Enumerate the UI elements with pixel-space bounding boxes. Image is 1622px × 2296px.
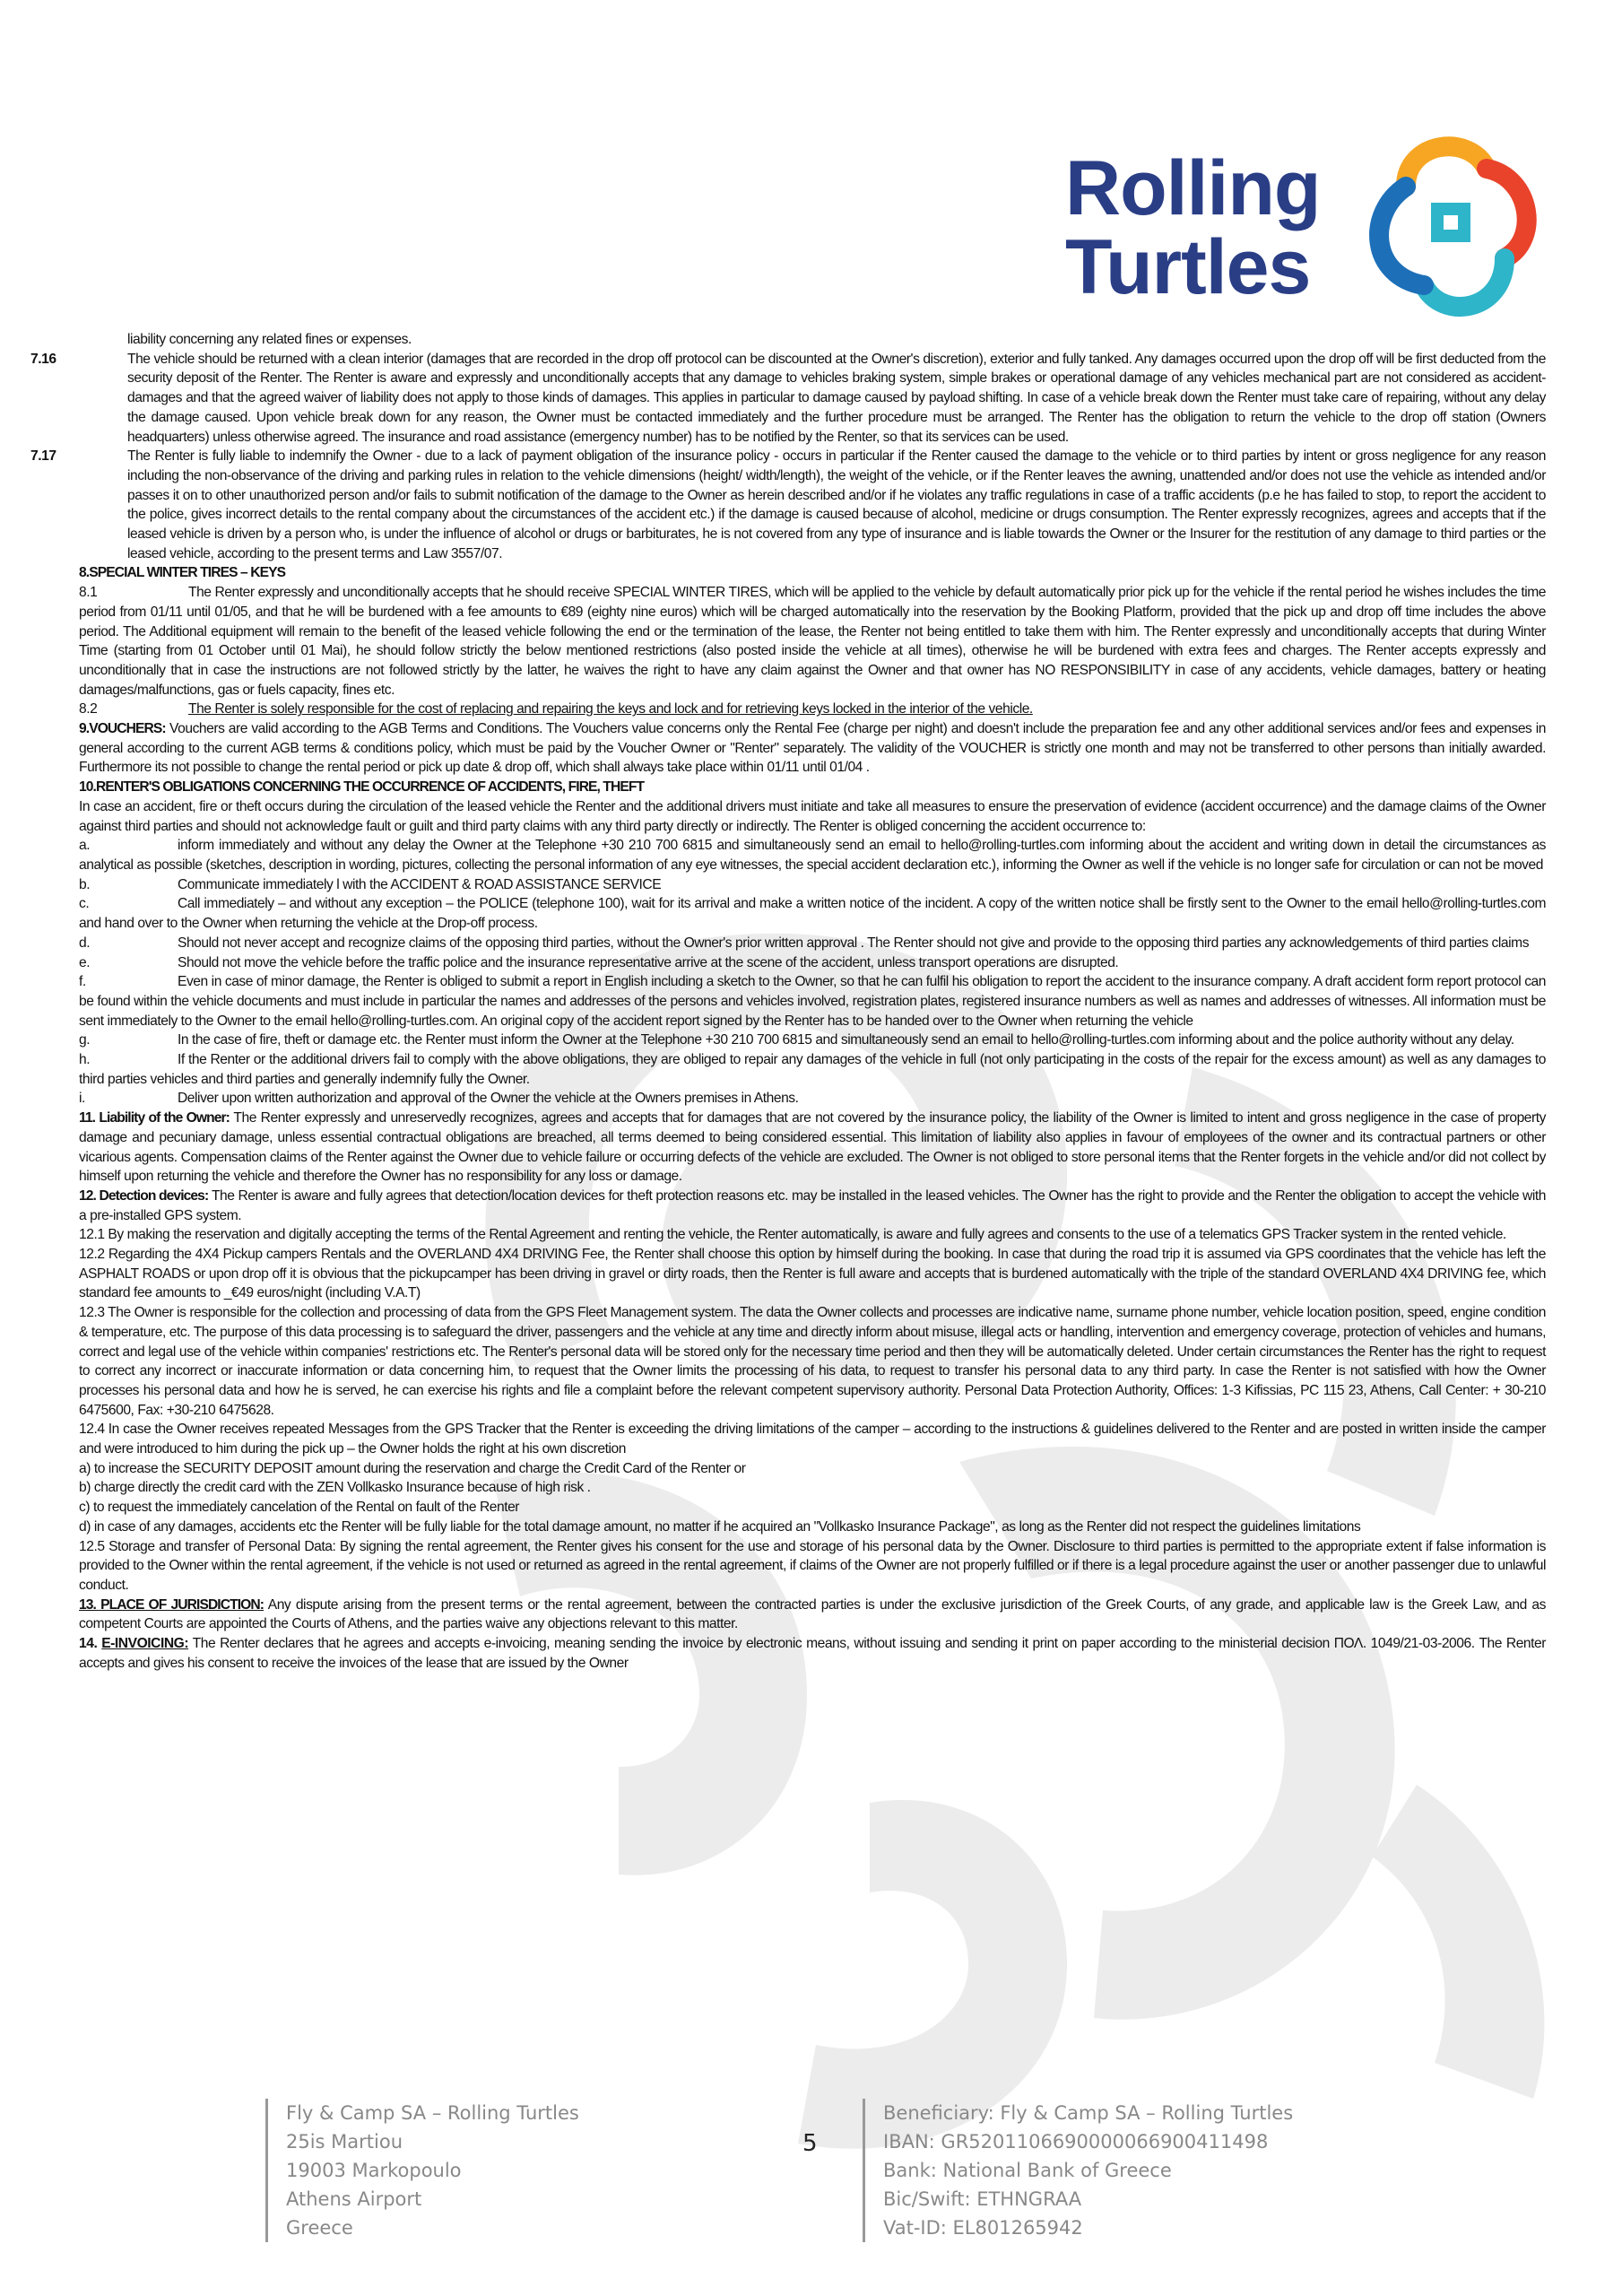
company-address	[265, 2099, 579, 2242]
item-text: Should not move the vehicle before the traffic police and the insurance representative arrive at the scene of the accident, unless transport operations are disrupted.	[178, 954, 1119, 970]
section-heading: 12. Detection devices:	[79, 1187, 209, 1204]
item-letter: b.	[79, 876, 91, 892]
section-text: The Renter is fully liable to indemnify the Owner - due to a lack of payment obligation of the insurance policy - occurs in particular if the Renter caused the damage to the vehicle or to third parties by intent or gross negligence for any reason including the non-observance of the driving and parking rules in relation to the vehicle dimensions (height/ width/length), the weight of the vehicle, or if the Renter leaves the awning, unattended and/or does not use the vehicle as intended and/or passes it on to other unauthorized person and/or fails to submit notification of the damage to the Owner as herein described and/or if he violates any traffic regulations in case of a traffic accidents (p.e he has failed to stop, to report the accident to the police, gives incorrect details to the rental company about the circumstances of the accident etc.) if the damage is caused because of alcohol, medicine or drugs consumption. The Renter expressly recognizes, agrees and accepts that if the leased vehicle is driven by a person who, is under the influence of alcohol or drugs or barbiturates, he is not covered from any type of insurance and is liable towards the Owner or the Insurer for the restitution of any damage to third parties or the leased vehicle, according to the present terms and Law 3557/07.	[127, 448, 1546, 561]
section-13	[79, 1596, 1546, 1634]
section-14	[79, 1634, 1546, 1673]
section-7-16	[30, 350, 1546, 448]
heading-section-10: 10.RENTER'S OBLIGATIONS CONCERNING THE OCCURRENCE OF ACCIDENTS, FIRE, THEFT	[79, 779, 645, 796]
section-heading: 11. Liability of the Owner:	[79, 1110, 230, 1126]
item-letter: e.	[79, 954, 91, 970]
item-letter: h.	[79, 1052, 91, 1068]
section-12-4-b: b) charge directly the credit card with the ZEN Vollkasko Insurance because of high risk .	[79, 1480, 591, 1496]
item-letter: d.	[79, 935, 91, 951]
section-12-4-c: c) to request the immediately cancelation of the Rental on fault of the Renter	[79, 1500, 520, 1516]
item-a	[79, 836, 1546, 874]
footer-line: IBAN: GR5201106690000066900411498	[883, 2131, 1269, 2152]
item-text: Communicate immediately l with the ACCIDENT & ROAD ASSISTANCE SERVICE	[178, 876, 662, 892]
footer-line: 25is Martiou	[286, 2131, 403, 2152]
footer-line: Fly & Camp SA – Rolling Turtles	[286, 2102, 579, 2124]
section-number: 14.	[79, 1636, 98, 1652]
section-10-intro: In case an accident, fire or theft occurs during the circulation of the leased vehicle the Renter and the additional drivers must initiate and take all measures to ensure the preservation of evidence (accident occurrence) and the damage claims of the Owner against third parties and should not acknowledge fault or guilt and third party claims with any third party directly or indirectly. The Renter is obliged concerning the accident occurrence to:	[79, 798, 1546, 834]
item-text: Deliver upon written authorization and approval of the Owner the vehicle at the Owners premises in Athens.	[178, 1091, 799, 1107]
section-12-5: 12.5 Storage and transfer of Personal Data: By signing the rental agreement, the Renter gives his consent for the use and storage of his personal data by the Owner. Disclosure to third parties is permitted to the appropriate extent if false information is provided to the Owner within the rental agreement, if the vehicle is not used or returned as agreed in the rental agreement, if claims of the Owner are not properly fulfilled or if there is a legal procedure against the user or another passenger due to unlawful conduct.	[79, 1538, 1546, 1593]
section-text: The Renter expressly and unreservedly recognizes, agrees and accepts that for damages that are not covered by the insurance policy, the liability of the Owner is limited to intent and gross negligence in the case of property damage and pecuniary damage, unless essential contractual obligations are breached, all terms deemed to being considered essential. This limitation of liability also applies in favour of employees of the owner and its contractual partners or other vicarious agents. Compensation claims of the Renter against the Owner due to vehicle failure or occurring defects of the vehicle are excluded. The Owner is not obliged to store personal items that the Renter forgets in the vehicle and/or did not collect by himself upon returning the vehicle and therefore the Owner has no responsibility for any loss or damage.	[79, 1110, 1547, 1185]
footer-line: Bic/Swift: ETHNGRAA	[883, 2188, 1082, 2210]
section-number: 8.1	[79, 585, 98, 601]
section-8-1	[79, 583, 1546, 700]
item-text: In the case of fire, theft or damage etc. the Renter must inform the Owner at the Telephone +30 210 700 6815 and simultaneously send an email to hello@rolling-turtles.com informing about and the police authority without any delay.	[178, 1032, 1514, 1048]
item-h	[79, 1050, 1546, 1089]
item-letter: g.	[79, 1032, 91, 1048]
section-text: The Renter is solely responsible for the cost of replacing and repairing the keys and lock and for retrieving keys locked in the interior of the vehicle.	[188, 701, 1033, 718]
item-f	[79, 972, 1546, 1031]
section-number: 7.17	[30, 448, 56, 465]
item-i	[79, 1089, 1546, 1109]
page-footer	[0, 2099, 1622, 2260]
section-text: The Renter declares that he agrees and accepts e-invoicing, meaning sending the invoice by electronic means, without issuing and sending it print on paper according to the ministerial decision ΠΟΛ. 1049/21-03-2006. The Renter accepts and gives his consent to receive the invoices of the lease that are issued by the Owner	[79, 1636, 1546, 1671]
section-number: 8.2	[79, 701, 98, 718]
section-text: The vehicle should be returned with a clean interior (damages that are recorded in the drop off protocol can be discounted at the Owner's discretion), exterior and fully tanked. Any damages occurred upon the drop off will be first deducted from the security deposit of the Renter. The Renter is aware and expressly and unconditionally accepts that any damage to vehicles braking system, simple brakes or operational damage of any vehicles mechanical part are not considered as accident-damages and that the agreed waiver of liability does not apply to those kinds of damages. This applies in particular to damage caused by payload shifting. In case of a vehicle break down the Renter must take care of repairing, without any delay the damage caused. Upon vehicle break down for any reason, the Owner must be contacted immediately and the further procedure must be arranged. The Renter has the obligation to return the vehicle to the drop off station (Owners headquarters) unless otherwise agreed. The insurance and road assistance (emergency number) has to be notified by the Renter, so that its services can be used.	[127, 351, 1546, 445]
section-12	[79, 1187, 1546, 1225]
item-text: If the Renter or the additional drivers fail to comply with the above obligations, they are obliged to repair any damages of the vehicle in full (not only participating in the costs of the repair for the excess amount) as well as any damages to third parties vehicles and third parties and generally indemnify fully the Owner.	[79, 1052, 1546, 1087]
section-8-2	[79, 700, 1546, 719]
footer-line: Greece	[286, 2217, 353, 2239]
item-text: Even in case of minor damage, the Renter is obliged to submit a report in English including a sketch to the Owner, so that he can fulfil his obligation to report the accident to the insurance company. A draft accident form report protocol can be found within the vehicle documents and must include in particular the names and addresses of the persons and vehicles involved, registration plates, registered insurance numbers as well as names and addresses of witnesses. All information must be sent immediately to the Owner to the email hello@rolling-turtles.com. An original copy of the accident report signed by the Renter has to be handed over to the Owner when returning the vehicle	[79, 974, 1546, 1029]
section-text: The Renter expressly and unconditionally accepts that he should receive SPECIAL WINTER TIRES, which will be applied to the vehicle by default automatically prior pick up for the vehicle if the rental period he wishes includes the time period from 01/11 until 01/05, and that he will be burdened with a fee amounts to €89 (eighty nine euros) which will be charged automatically into the reservation by the Booking Platform, provided that the pick up and drop off time includes the above period. The Additional equipment will remain to the benefit of the leased vehicle following the end or the termination of the lease, the Renter not being entitled to take them with him. The Renter expressly and unconditionally accepts that during Winter Time (starting from 01 October until 01 Mai), he should follow strictly the below mentioned restrictions (also posted inside the vehicle at all times), otherwise he will be burdened with extra fees and charges. The Renter accepts expressly and unconditionally that in case the instructions are not followed strictly by the latter, he waives the right to have any claim against the Owner and that owner has NO RESPONSIBILITY in case of any accidents, vehicle damages, battery or heating damages/malfunctions, gas or fuels capacity, fines etc.	[79, 585, 1546, 698]
section-7-17	[30, 447, 1546, 563]
section-heading: 13. PLACE OF JURISDICTION:	[79, 1596, 265, 1613]
item-letter: i.	[79, 1091, 85, 1107]
turtle-logo-icon	[1352, 124, 1545, 330]
item-letter: f.	[79, 974, 86, 990]
footer-line: Vat-ID: EL801265942	[883, 2217, 1083, 2239]
footer-line: Bank: National Bank of Greece	[883, 2160, 1172, 2181]
section-12-2: 12.2 Regarding the 4X4 Pickup campers Rentals and the OVERLAND 4X4 DRIVING Fee, the Renter shall choose this option by himself during the booking. In case that during the road trip it is assumed via GPS coordinates that the vehicle has left the ASPHALT ROADS or upon drop off it is obvious that the pickupcamper has been driving in gravel or dirty roads, then the Renter is full aware and accepts that is burdened automatically with the triple of the standard OVERLAND 4X4 DRIVING fee, which standard fee amounts to _€49 euros/night (including V.A.T)	[79, 1247, 1546, 1301]
footer-line: 19003 Markopoulo	[286, 2160, 462, 2181]
section-heading: 9.VOUCHERS:	[79, 721, 166, 737]
item-e	[79, 953, 1546, 973]
item-text: inform immediately and without any delay the Owner at the Telephone +30 210 700 6815 and simultaneously send an email to hello@rolling-turtles.com informing about the accident and writing down in detail the circumstances as analytical as possible (sketches, description in wording, pictures, collecting the personal information of any eye witnesses, the special accident declaration etc.), informing the Owner as well if the vehicle is no longer safe for circulation or can not be moved	[79, 838, 1546, 873]
page-number: 5	[802, 2130, 818, 2157]
item-d	[79, 934, 1546, 953]
section-12-4-d: d) in case of any damages, accidents etc the Renter will be fully liable for the total damage amount, no matter if he acquired an "Vollkasko Insurance Package", as long as the Renter did not respect the guidelines limitations	[79, 1518, 1361, 1535]
item-text: Should not never accept and recognize claims of the opposing third parties, without the Owner's prior written approval . The Renter should not give and provide to the opposing third parties any acknowledgements of third parties claims	[178, 935, 1530, 951]
footer-line: Beneficiary: Fly & Camp SA – Rolling Turtles	[883, 2102, 1294, 2124]
logo-wordmark	[1065, 145, 1321, 310]
section-text: Any dispute arising from the present terms or the rental agreement, between the contracted parties is under the exclusive jurisdiction of the Greek Courts, of any grade, and applicable law is the Greek Law, and as competent Courts are appointed the Courts of Athens, and the parties waive any objections relevant to this matter.	[79, 1596, 1546, 1632]
item-text: Call immediately – and without any exception – the POLICE (telephone 100), wait for its arrival and make a written notice of the incident. A copy of the written notice shall be firstly sent to the Owner to the email hello@rolling-turtles.com and hand over to the Owner when returning the vehicle at the Drop-off process.	[79, 896, 1546, 932]
section-12-4: 12.4 In case the Owner receives repeated Messages from the GPS Tracker that the Renter is exceeding the driving limitations of the camper – according to the instructions & guidelines delivered to the Renter and are posted in written inside the camper and were introduced to him during the pick up – the Owner holds the right at his own discretion	[79, 1422, 1546, 1457]
section-12-3: 12.3 The Owner is responsible for the collection and processing of data from the GPS Fleet Management system. The data the Owner collects and processes are indicative name, surname phone number, vehicle location position, speed, engine condition & temperature, etc. The purpose of this data processing is to safeguard the driver, passengers and the vehicle at any time and directly inform about misuse, illegal acts or handling, intervention and emergency coverage, protection of vehicles and humans, correct and legal use of the vehicle within companies' restrictions etc. The Renter's personal data will be stored only for the necessary time period and then they will be automatically deleted. Under certain circumstances the Renter has the right to request to correct any incorrect or inaccurate information or data concerning him, to request that the Owner limits the processing of his data, to request to transfer his personal data to any third party. In case the Renter is not satisfied with how the Owner processes his personal data and how he is served, he can exercise his rights and file a complaint before the relevant competent supervisory authority. Personal Data Protection Authority, Offices: 1-3 Kifissias, PC 115 23, Athens, Call Center: + 30-210 6475600, Fax: +30-210 6475628.	[79, 1305, 1546, 1418]
item-b	[79, 875, 1546, 895]
bank-details	[863, 2099, 1293, 2242]
item-g	[79, 1031, 1546, 1050]
section-11	[79, 1109, 1546, 1187]
item-c	[79, 894, 1546, 933]
logo-line-1: Rolling	[1065, 145, 1321, 231]
section-text: The Renter is aware and fully agrees that detection/location devices for theft protection reasons etc. may be installed in the leased vehicles. The Owner has the right to provide and the Renter the obligation to accept the vehicle with a pre-installed GPS system.	[79, 1187, 1546, 1223]
section-heading: E-INVOICING:	[101, 1636, 189, 1652]
section-number: 7.16	[30, 351, 56, 367]
company-logo	[1065, 124, 1549, 330]
section-12-4-a: a) to increase the SECURITY DEPOSIT amount during the reservation and charge the Credit Card of the Renter or	[79, 1460, 746, 1476]
paragraph-continued: liability concerning any related fines or expenses.	[127, 332, 412, 347]
item-letter: a.	[79, 838, 91, 854]
section-9	[79, 719, 1546, 778]
logo-line-2: Turtles	[1065, 224, 1311, 310]
section-text: Vouchers are valid according to the AGB Terms and Conditions. The Vouchers value concerns only the Rental Fee (charge per night) and doesn't include the preparation fee and any other additional services and/or fees and expenses in general according to the current AGB terms & conditions policy, which must be paid by the Voucher Owner or "Renter" separately. The validity of the VOUCHER is strictly one month and may not be transferred to other persons than initially awarded. Furthermore its not possible to change the rental period or pick up date & drop off, which shall always take place within 01/11 until 01/04 .	[79, 721, 1546, 776]
terms-body	[30, 330, 1547, 1674]
item-letter: c.	[79, 896, 90, 912]
footer-line: Athens Airport	[286, 2188, 422, 2210]
section-12-1: 12.1 By making the reservation and digitally accepting the terms of the Rental Agreement and renting the vehicle, the Renter automatically, is aware and fully agrees and consents to the use of a telematics GPS Tracker system in the rented vehicle.	[79, 1227, 1506, 1243]
heading-section-8: 8.SPECIAL WINTER TIRES – KEYS	[79, 565, 286, 581]
